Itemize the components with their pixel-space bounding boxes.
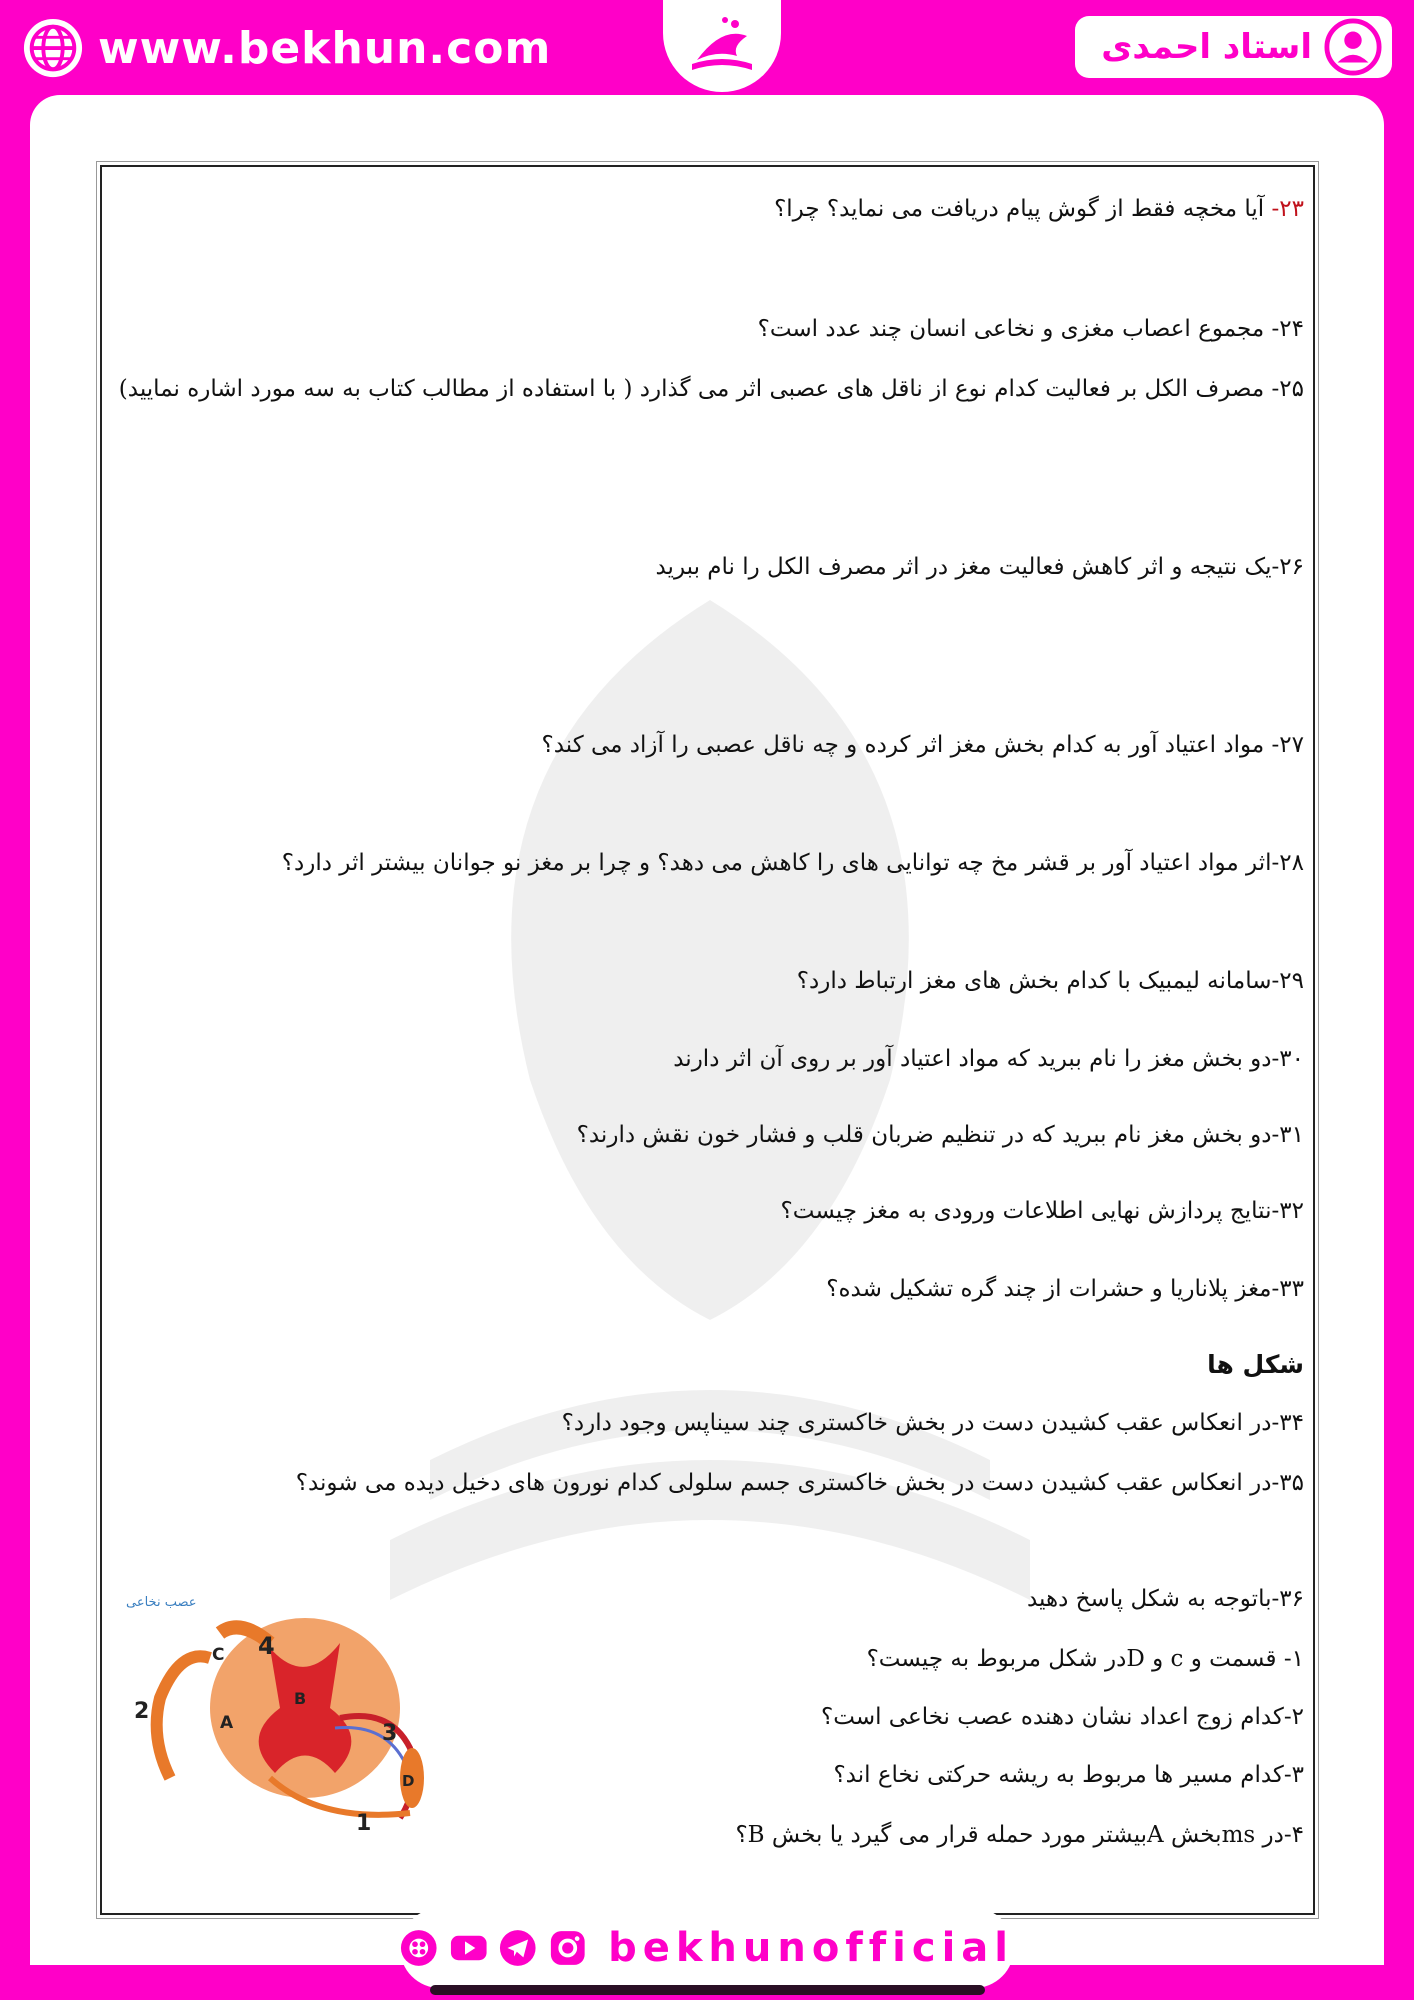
section-title: شکل ها	[1207, 1350, 1304, 1379]
footer-shadow	[430, 1985, 985, 1995]
label-4: 4	[258, 1632, 275, 1660]
question-text: مجموع اعصاب مغزی و نخاعی انسان چند عدد است؟	[757, 316, 1272, 342]
question-number: ۳۳-	[1271, 1276, 1304, 1302]
question-24	[758, 316, 1304, 342]
question-27	[542, 732, 1305, 758]
question-text: در msبخش Aبیشتر مورد حمله قرار می گیرد یا بخش B؟	[735, 1822, 1284, 1848]
site-url: www.bekhun.com	[98, 22, 552, 74]
social-handle[interactable]: bekhunofficial	[608, 1925, 1014, 1971]
sub-question-3	[833, 1762, 1304, 1788]
spinal-cord-figure	[120, 1588, 470, 1838]
question-text: اثر مواد اعتیاد آور بر قشر مخ چه توانایی های را کاهش می دهد؟ و چرا بر مغز نو جوانان بیشتر اثر دارد؟	[281, 850, 1272, 876]
label-c: C	[212, 1645, 225, 1665]
youtube-icon[interactable]	[450, 1928, 488, 1968]
telegram-icon[interactable]	[499, 1928, 537, 1968]
question-number: ۲۵-	[1271, 376, 1304, 402]
question-text: کدام زوج اعداد نشان دهنده عصب نخاعی است؟	[821, 1704, 1284, 1730]
label-3: 3	[382, 1721, 398, 1746]
question-34	[562, 1410, 1304, 1436]
aparat-icon[interactable]	[400, 1928, 438, 1968]
sub-question-1	[867, 1646, 1304, 1672]
question-26	[655, 554, 1304, 580]
question-number: ۲۷-	[1271, 732, 1304, 758]
question-number: ۳۱-	[1271, 1122, 1304, 1148]
label-2: 2	[134, 1699, 150, 1724]
question-number: ۴-	[1283, 1822, 1304, 1848]
question-text: قسمت و c و Dدر شکل مربوط به چیست؟	[866, 1646, 1284, 1672]
question-text: سامانه لیمبیک با کدام بخش های مغز ارتباط دارد؟	[796, 968, 1272, 994]
teacher-name: استاد احمدی	[1101, 27, 1312, 67]
question-36	[1027, 1586, 1304, 1612]
question-25	[119, 376, 1304, 402]
question-35	[296, 1470, 1304, 1496]
question-33	[826, 1276, 1304, 1302]
label-b: B	[294, 1689, 307, 1708]
question-number: ۲۶-	[1271, 554, 1304, 580]
question-30	[673, 1046, 1304, 1072]
question-text: دو بخش مغز نام ببرید که در تنظیم ضربان قلب و فشار خون نقش دارند؟	[576, 1122, 1272, 1148]
question-number: ۲۳-	[1271, 196, 1304, 222]
figure-caption: عصب نخاعی	[126, 1595, 197, 1610]
question-number: ۱-	[1283, 1646, 1304, 1672]
question-number: ۲-	[1283, 1704, 1304, 1730]
question-number: ۲۴-	[1271, 316, 1304, 342]
question-number: ۲۹-	[1271, 968, 1304, 994]
question-number: ۳۲-	[1271, 1198, 1304, 1224]
question-23	[774, 196, 1304, 222]
question-number: ۳-	[1283, 1762, 1304, 1788]
question-number: ۳۵-	[1271, 1470, 1304, 1496]
social-footer	[400, 1908, 1014, 1988]
question-text: کدام مسیر ها مربوط به ریشه حرکتی نخاع اند؟	[833, 1762, 1284, 1788]
question-text: آیا مخچه فقط از گوش پیام دریافت می نماید؟ چرا؟	[774, 196, 1272, 222]
label-a: A	[220, 1713, 234, 1733]
question-text: یک نتیجه و اثر کاهش فعالیت مغز در اثر مصرف الکل را نام ببرید	[655, 554, 1272, 580]
question-number: ۳۰-	[1271, 1046, 1304, 1072]
sub-question-4	[735, 1822, 1304, 1848]
question-number: ۲۸-	[1271, 850, 1304, 876]
question-number: ۳۴-	[1271, 1410, 1304, 1436]
question-text: دو بخش مغز را نام ببرید که مواد اعتیاد آور بر روی آن اثر دارند	[673, 1046, 1272, 1072]
sub-question-2	[821, 1704, 1304, 1730]
label-d: D	[402, 1772, 415, 1790]
question-32	[781, 1198, 1304, 1224]
question-text: مغز پلاناریا و حشرات از چند گره تشکیل شده؟	[826, 1276, 1272, 1302]
question-text: باتوجه به شکل پاسخ دهید	[1026, 1586, 1272, 1612]
question-29	[797, 968, 1304, 994]
label-1: 1	[356, 1811, 372, 1836]
question-text: مصرف الکل بر فعالیت کدام نوع از ناقل های عصبی اثر می گذارد ( با استفاده از مطالب کتاب به سه مورد اشاره نمایید)	[118, 376, 1272, 402]
question-28	[282, 850, 1304, 876]
question-text: نتایج پردازش نهایی اطلاعات ورودی به مغز چیست؟	[780, 1198, 1272, 1224]
instagram-icon[interactable]	[549, 1928, 587, 1968]
question-text: در انعکاس عقب کشیدن دست در بخش خاکستری جسم سلولی کدام نورون های دخیل دیده می شوند؟	[295, 1470, 1272, 1496]
question-text: در انعکاس عقب کشیدن دست در بخش خاکستری چند سیناپس وجود دارد؟	[561, 1410, 1272, 1436]
dorsal-root	[157, 1656, 210, 1778]
question-31	[577, 1122, 1304, 1148]
question-text: مواد اعتیاد آور به کدام بخش مغز اثر کرده و چه ناقل عصبی را آزاد می کند؟	[541, 732, 1272, 758]
question-number: ۳۶-	[1271, 1586, 1304, 1612]
